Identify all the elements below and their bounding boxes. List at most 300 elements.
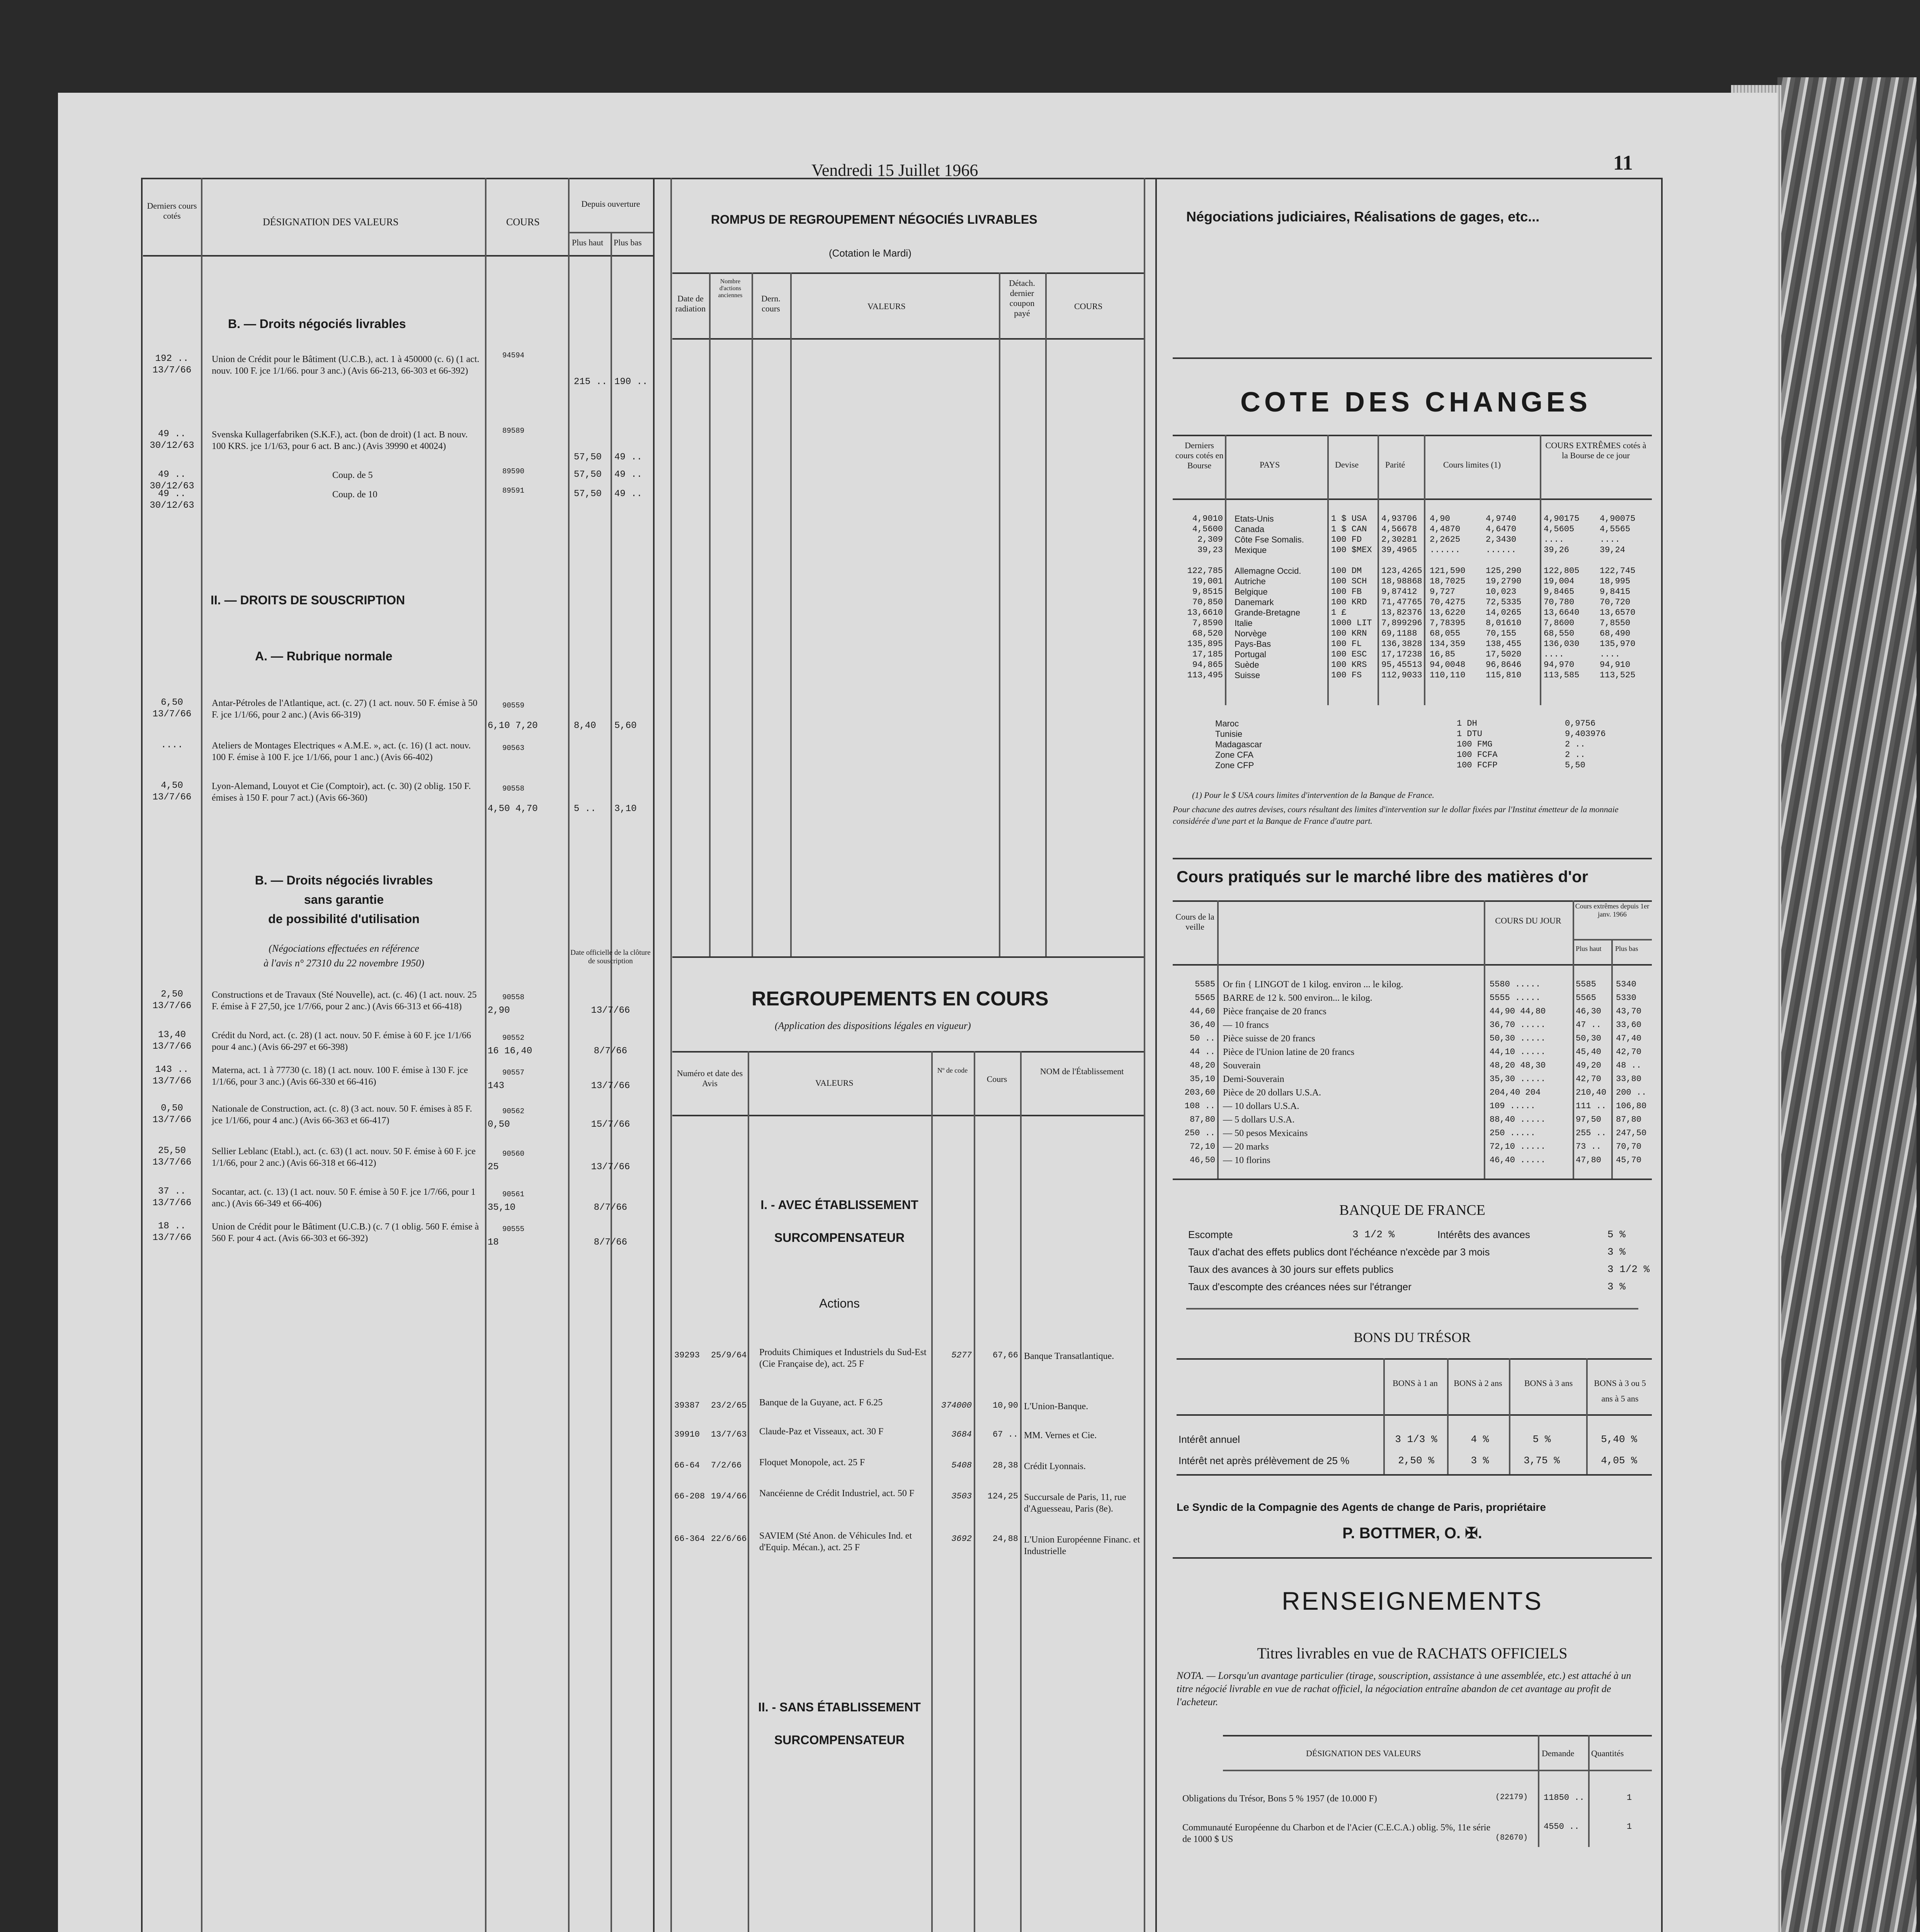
row-code: 90561 [502, 1190, 525, 1199]
changes-ext1: 113,585 [1544, 670, 1580, 680]
syndic-line: Le Syndic de la Compagnie des Agents de change de Paris, propriétaire [1177, 1501, 1546, 1513]
changes-devise: 1000 LIT [1331, 618, 1372, 628]
or-bas: 48 .. [1616, 1061, 1642, 1070]
or-veille: 5565 [1195, 993, 1215, 1003]
changes-ext1: 68,550 [1544, 629, 1575, 638]
row-cloture: 8/7/66 [594, 1202, 628, 1213]
changes-ext1: 9,8465 [1544, 587, 1575, 597]
changes-ext2: 94,910 [1600, 660, 1631, 670]
or-bas: 43,70 [1616, 1007, 1642, 1016]
row-text: Socantar, act. (c. 13) (1 act. nouv. 50 F. émise à 50 F. jce 1/7/66, pour 1 anc.) (Avis 66-349 et 66-406) [212, 1187, 476, 1209]
or-veille: 35,10 [1189, 1074, 1215, 1084]
row-code: 90563 [502, 744, 525, 752]
rens-col-line [1538, 1735, 1539, 1847]
changes-lim2: 96,8646 [1486, 660, 1522, 670]
row-dern: 49 .. [158, 429, 186, 439]
bdf-label: Escompte [1188, 1229, 1233, 1240]
changes-ext1: 39,26 [1544, 545, 1570, 555]
bons-table-head [1177, 1414, 1652, 1416]
regroup-valeur: Nancéienne de Crédit Industriel, act. 50 F [759, 1488, 915, 1498]
changes-lim2: ...... [1486, 545, 1517, 555]
row-code: 90552 [502, 1034, 525, 1042]
or-col-line [1611, 939, 1613, 1179]
changes-dern: 68,520 [1192, 629, 1223, 638]
row-text: Constructions et de Travaux (Sté Nouvelle), act. (c. 46) (1 act. nouv. 25 F. émise à F 27,50, jce 1/7/66, pour 2 anc.) (Avis 66-313 et 66-418) [212, 990, 477, 1012]
changes-lim1: 16,85 [1430, 650, 1456, 659]
row-code: 90559 [502, 701, 525, 710]
changes-dern: 122,785 [1187, 566, 1223, 576]
or-top-rule [1173, 858, 1652, 859]
bons-value: 3 % [1471, 1455, 1489, 1466]
or-jour: 35,30 ..... [1490, 1074, 1546, 1084]
bons-col-line [1586, 1358, 1588, 1474]
row-dern: 0,50 [161, 1103, 183, 1114]
row-cloture: 8/7/66 [594, 1237, 628, 1248]
regroup-valeur: Banque de la Guyane, act. F 6.25 [759, 1398, 883, 1408]
row-text: Materna, act. 1 à 77730 (c. 18) (1 act. nouv. 100 F. émise à 130 F. jce 1/1/66, pour 3 anc.) (Avis 66-330 et 66-416) [212, 1065, 468, 1087]
changes-dern: 19,001 [1192, 577, 1223, 586]
changes-parite: 7,899296 [1381, 618, 1422, 628]
row-code: 89589 [502, 427, 525, 435]
or-haut: 47 .. [1576, 1020, 1602, 1030]
or-jour: 48,20 48,30 [1490, 1061, 1546, 1070]
bdf-label-2: Intérêts des avances [1437, 1229, 1530, 1240]
changes-ext1: 136,030 [1544, 639, 1580, 649]
regroup-col-line [974, 1051, 975, 1932]
changes-parite: 39,4965 [1381, 545, 1417, 555]
changes-other-pays: Zone CFA [1215, 750, 1254, 760]
changes-note-2: Pour chacune des autres devises, cours résultant des limites d'intervention sur le dollar fixées par l'Institut émetteur de la monnaie considérée d'une part et la Banque de France d'autre part. [1173, 804, 1619, 826]
or-veille: 203,60 [1184, 1088, 1215, 1097]
row-cours: 35,10 [488, 1202, 516, 1213]
or-veille: 250 .. [1184, 1128, 1215, 1138]
changes-ext2: .... [1600, 535, 1620, 544]
row-bas: 49 .. [614, 469, 643, 480]
changes-parite: 17,17238 [1381, 650, 1422, 659]
changes-col-devise: Devise [1335, 460, 1359, 469]
col-header-derniers: Derniers cours cotés [147, 201, 197, 221]
regroup-sec1-line1: I. - AVEC ÉTABLISSEMENT [760, 1198, 918, 1212]
or-haut: 73 .. [1576, 1142, 1602, 1151]
changes-pays: Italie [1235, 618, 1253, 628]
or-veille: 46,50 [1189, 1155, 1215, 1165]
regroup-col-cours: Cours [986, 1074, 1007, 1084]
changes-lim1: 4,90 [1430, 514, 1450, 524]
rompus-col-nombre: Nombre d'actions anciennes [718, 278, 743, 299]
changes-col-extremes: COURS EXTRÊMES cotés à la Bourse de ce jour [1545, 440, 1646, 460]
changes-lim1: 134,359 [1430, 639, 1466, 649]
changes-ext2: 113,525 [1600, 670, 1636, 680]
rompus-col-line [790, 272, 792, 956]
or-designation: Or fin { LINGOT de 1 kilog. environ ... le kilog. [1223, 980, 1403, 990]
row-bas: 49 .. [614, 452, 643, 463]
changes-pays: Pays-Bas [1235, 639, 1271, 649]
or-designation: BARRE de 12 k. 500 environ... le kilog. [1223, 993, 1372, 1003]
row-code: 90558 [502, 784, 525, 793]
regroup-num: 39387 [674, 1401, 700, 1410]
date-cloture-header: Date officielle de la clôture de souscription [570, 949, 651, 965]
regroup-cours: 28,38 [992, 1461, 1018, 1470]
changes-col-line [1540, 435, 1541, 705]
row-dern: 192 .. [155, 354, 189, 364]
or-jour: 44,90 44,80 [1490, 1007, 1546, 1016]
changes-ext1: .... [1544, 535, 1564, 544]
row-text: Coup. de 5 [332, 470, 373, 480]
changes-devise: 100 FB [1331, 587, 1362, 597]
regroup-date: 19/4/66 [711, 1492, 747, 1501]
changes-ext2: 122,745 [1600, 566, 1636, 576]
or-haut: 111 .. [1576, 1101, 1607, 1111]
bons-value: 3 1/3 % [1395, 1434, 1437, 1445]
row-cloture: 13/7/66 [591, 1081, 630, 1091]
row-cours: 18 [488, 1237, 499, 1248]
or-veille: 44 .. [1189, 1047, 1215, 1057]
changes-other-pays: Zone CFP [1215, 760, 1254, 770]
rens-table-top [1223, 1735, 1652, 1736]
row-code: 90562 [502, 1107, 525, 1116]
row-bas: 3,10 [614, 804, 637, 814]
changes-ext2: 18,995 [1600, 577, 1631, 586]
changes-lim2: 125,290 [1486, 566, 1522, 576]
row-code: 94594 [502, 351, 525, 360]
row-haut: 8,40 [574, 721, 596, 731]
left-header-sub-rule [568, 232, 653, 233]
row-dern: 4,50 [161, 781, 183, 791]
row-date: 13/7/66 [152, 1233, 192, 1243]
changes-dern: 94,865 [1192, 660, 1223, 670]
col-header-plus-haut: Plus haut [572, 238, 604, 247]
rens-quantite: 1 [1627, 1822, 1632, 1832]
changes-ext2: 68,490 [1600, 629, 1631, 638]
or-col-ph: Plus haut [1576, 945, 1602, 952]
row-date: 13/7/66 [152, 709, 192, 719]
or-bas: 247,50 [1616, 1128, 1647, 1138]
row-haut: 215 .. [574, 377, 607, 387]
or-haut: 97,50 [1576, 1115, 1602, 1124]
or-jour: 88,40 ..... [1490, 1115, 1546, 1124]
bdf-title: BANQUE DE FRANCE [1339, 1202, 1485, 1218]
regroup-etab: L'Union-Banque. [1024, 1401, 1088, 1412]
bons-label: Intérêt net après prélèvement de 25 % [1179, 1455, 1350, 1466]
changes-lim1: 4,4870 [1430, 524, 1461, 534]
changes-col-parite: Parité [1385, 460, 1405, 469]
rens-col-quantites: Quantités [1591, 1748, 1624, 1758]
changes-other-devise: 1 DTU [1457, 729, 1483, 739]
or-title: Cours pratiqués sur le marché libre des matières d'or [1177, 867, 1588, 886]
or-col-line [1217, 900, 1219, 1179]
or-veille: 108 .. [1184, 1101, 1215, 1111]
row-cours: 16 16,40 [488, 1046, 532, 1056]
bdf-label: Taux d'escompte des créances nées sur l'étranger [1188, 1281, 1412, 1293]
rompus-col-line [709, 272, 711, 956]
or-designation: — 10 francs [1223, 1020, 1269, 1030]
book-spine [1777, 77, 1917, 1932]
changes-devise: 1 $ USA [1331, 514, 1367, 524]
regroup-cours: 24,88 [992, 1534, 1018, 1544]
changes-parite: 13,82376 [1381, 608, 1422, 617]
section-ii-title: II. — DROITS DE SOUSCRIPTION [211, 593, 405, 607]
rens-demande: 11850 .. [1544, 1793, 1585, 1803]
changes-pays: Etats-Unis [1235, 514, 1274, 524]
row-date: 13/7/66 [152, 1001, 192, 1011]
changes-other-val: 9,403976 [1565, 729, 1606, 739]
col-header-cours: COURS [506, 216, 540, 228]
row-dern: 143 .. [155, 1065, 189, 1075]
bons-col-3ans: BONS à 3 ans [1524, 1378, 1573, 1388]
changes-dern: 113,495 [1187, 670, 1223, 680]
changes-dern: 39,23 [1197, 545, 1223, 555]
regroup-date: 22/6/66 [711, 1534, 747, 1544]
bons-value: 5 % [1532, 1434, 1551, 1445]
changes-pays: Autriche [1235, 577, 1266, 586]
section-b2-title-3: de possibilité d'utilisation [268, 912, 420, 926]
changes-ext1: 122,805 [1544, 566, 1580, 576]
or-designation: Souverain [1223, 1061, 1261, 1071]
row-cours: 4,50 4,70 [488, 804, 538, 814]
or-veille: 48,20 [1189, 1061, 1215, 1070]
changes-ext1: 4,90175 [1544, 514, 1580, 524]
rompus-rule-head [672, 338, 1144, 340]
or-designation: — 20 marks [1223, 1142, 1269, 1152]
regroup-col-line [931, 1051, 933, 1932]
row-dern: 18 .. [158, 1221, 186, 1231]
row-dern: 25,50 [158, 1146, 186, 1156]
regroup-code: 5277 [951, 1350, 972, 1360]
row-bas: 5,60 [614, 721, 637, 731]
section-b-title: B. — Droits négociés livrables [228, 317, 406, 331]
changes-ext2: 7,8550 [1600, 618, 1631, 628]
regroup-code: 3503 [951, 1492, 972, 1501]
divider-mid-right [1155, 178, 1157, 1932]
bdf-value: 3 % [1607, 1246, 1626, 1258]
row-text: Sellier Leblanc (Etabl.), act. (c. 63) (1 act. nouv. 50 F. émise à 60 F. jce 1/1/66, pour 2 anc.) (Avis 66-318 et 66-412) [212, 1146, 476, 1168]
changes-pays: Mexique [1235, 545, 1267, 555]
left-col-line [201, 178, 202, 1932]
regroup-rule-head [672, 1115, 1144, 1116]
changes-parite: 123,4265 [1381, 566, 1422, 576]
changes-other-devise: 100 FMG [1457, 740, 1493, 749]
changes-devise: 100 FD [1331, 535, 1362, 544]
changes-col-line [1225, 435, 1226, 705]
mid-frame-right [1144, 178, 1145, 1932]
changes-ext2: 13,6570 [1600, 608, 1636, 617]
changes-ext1: 94,970 [1544, 660, 1575, 670]
mid-frame-left [670, 178, 672, 1932]
or-jour: 250 ..... [1490, 1128, 1536, 1138]
row-haut: 5 .. [574, 804, 596, 814]
row-date: 13/7/66 [152, 1115, 192, 1125]
changes-ext1: 4,5605 [1544, 524, 1575, 534]
or-designation: — 5 dollars U.S.A. [1223, 1115, 1295, 1125]
col-header-designation: DÉSIGNATION DES VALEURS [263, 216, 399, 228]
row-dern: 13,40 [158, 1030, 186, 1040]
row-date: 30/12/63 [150, 440, 194, 451]
row-cloture: 15/7/66 [591, 1119, 630, 1130]
changes-lim1: 13,6220 [1430, 608, 1466, 617]
section-b2-note-1: (Négociations effectuées en référence [269, 943, 419, 954]
row-cours: 6,10 7,20 [488, 721, 538, 731]
regroup-num: 66-208 [674, 1492, 705, 1501]
bdf-value: 3 1/2 % [1607, 1264, 1650, 1275]
or-bas: 33,60 [1616, 1020, 1642, 1030]
col-header-depuis: Depuis ouverture [581, 199, 640, 209]
rens-demande: 4550 .. [1544, 1822, 1580, 1832]
changes-other-pays: Madagascar [1215, 740, 1262, 749]
or-veille: 72,10 [1189, 1142, 1215, 1151]
row-code: 90557 [502, 1068, 525, 1077]
row-code: 89591 [502, 486, 525, 495]
regroup-date: 7/2/66 [711, 1461, 742, 1470]
rompus-title: ROMPUS DE REGROUPEMENT NÉGOCIÉS LIVRABLES [711, 213, 1037, 226]
changes-lim1: 2,2625 [1430, 535, 1461, 544]
row-date: 13/7/66 [152, 365, 192, 376]
changes-ext2: 70,720 [1600, 597, 1631, 607]
row-date: 13/7/66 [152, 1198, 192, 1208]
changes-dern: 4,9010 [1192, 514, 1223, 524]
regroup-cours: 67,66 [992, 1350, 1018, 1360]
or-designation: Pièce de l'Union latine de 20 francs [1223, 1047, 1355, 1057]
section-b2-note-2: à l'avis n° 27310 du 22 novembre 1950) [264, 957, 424, 969]
or-col-pb: Plus bas [1615, 945, 1638, 952]
or-designation: Pièce française de 20 francs [1223, 1007, 1326, 1017]
changes-ext1: .... [1544, 650, 1564, 659]
changes-pays: Allemagne Occid. [1235, 566, 1301, 576]
or-col-jour: COURS DU JOUR [1495, 916, 1561, 925]
bdf-value: 3 1/2 % [1352, 1229, 1395, 1240]
rompus-subtitle: (Cotation le Mardi) [829, 247, 912, 259]
changes-pays: Grande-Bretagne [1235, 608, 1300, 617]
changes-dern: 7,8590 [1192, 618, 1223, 628]
row-cloture: 13/7/66 [591, 1162, 630, 1172]
row-haut: 57,50 [574, 489, 602, 499]
or-jour: 72,10 ..... [1490, 1142, 1546, 1151]
changes-pays: Danemark [1235, 597, 1274, 607]
changes-dern: 9,8515 [1192, 587, 1223, 597]
bons-value: 2,50 % [1398, 1455, 1434, 1466]
row-haut: 57,50 [574, 469, 602, 480]
regroup-num: 66-64 [674, 1461, 700, 1470]
changes-dern: 135,895 [1187, 639, 1223, 649]
changes-parite: 4,93706 [1381, 514, 1417, 524]
changes-parite: 18,98868 [1381, 577, 1422, 586]
or-bas: 33,80 [1616, 1074, 1642, 1084]
changes-lim2: 19,2790 [1486, 577, 1522, 586]
regroup-num: 39293 [674, 1350, 700, 1360]
row-text: Svenska Kullagerfabriken (S.K.F.), act. (bon de droit) (1 act. B nouv. 100 KRS. jce 1/1/63, pour 6 act. B anc.) (Avis 39990 et 40024) [212, 430, 468, 451]
regroup-code: 374000 [941, 1401, 972, 1410]
changes-dern: 4,5600 [1192, 524, 1223, 534]
regroup-rule-top [672, 1051, 1144, 1053]
rompus-col-cours: COURS [1074, 301, 1103, 311]
changes-pays: Côte Fse Somalis. [1235, 535, 1304, 544]
or-jour: 109 ..... [1490, 1101, 1536, 1111]
row-cloture: 8/7/66 [594, 1046, 628, 1056]
row-code: 90555 [502, 1225, 525, 1233]
changes-lim1: 7,78395 [1430, 618, 1466, 628]
or-haut: 42,70 [1576, 1074, 1602, 1084]
rens-table-head [1223, 1770, 1652, 1771]
changes-col-line [1378, 435, 1379, 705]
changes-lim2: 8,01610 [1486, 618, 1522, 628]
rompus-col-date: Date de radiation [675, 294, 706, 313]
or-jour: 5555 ..... [1490, 993, 1541, 1003]
regroup-valeur: SAVIEM (Sté Anon. de Véhicules Ind. et d'Equip. Mécan.), act. 25 F [759, 1531, 912, 1553]
left-header-rule [143, 255, 653, 257]
changes-lim2: 70,155 [1486, 629, 1517, 638]
bdf-value-2: 5 % [1607, 1229, 1626, 1240]
changes-lim2: 4,6470 [1486, 524, 1517, 534]
rens-col-line [1588, 1735, 1590, 1847]
or-haut: 45,40 [1576, 1047, 1602, 1057]
bdf-value: 3 % [1607, 1281, 1626, 1293]
row-date: 13/7/66 [152, 1157, 192, 1168]
changes-lim2: 17,5020 [1486, 650, 1522, 659]
regroup-etab: Crédit Lyonnais. [1024, 1461, 1086, 1471]
row-date: 30/12/63 [150, 481, 194, 492]
regroup-valeur: Produits Chimiques et Industriels du Sud-Est (Cie Française de), act. 25 F [759, 1347, 927, 1369]
row-text: Ateliers de Montages Electriques « A.M.E. », act. (c. 16) (1 act. nouv. 100 F. émise à 100 F. jce 1/1/66, pour 1 anc.) (Avis 66-402) [212, 741, 471, 762]
regroup-title: REGROUPEMENTS EN COURS [752, 988, 1049, 1010]
regroup-code: 5408 [951, 1461, 972, 1470]
changes-pays: Suisse [1235, 670, 1260, 680]
changes-lim2: 14,0265 [1486, 608, 1522, 617]
bons-value: 4 % [1471, 1434, 1489, 1445]
changes-col-limites: Cours limites (1) [1443, 460, 1501, 469]
or-haut: 5565 [1576, 993, 1596, 1003]
changes-dern: 13,6610 [1187, 608, 1223, 617]
changes-lim2: 2,3430 [1486, 535, 1517, 544]
changes-parite: 9,87412 [1381, 587, 1417, 597]
or-bas: 45,70 [1616, 1155, 1642, 1165]
regroup-col-line [1020, 1051, 1022, 1932]
row-text: Coup. de 10 [332, 490, 378, 500]
changes-ext2: .... [1600, 650, 1620, 659]
changes-parite: 95,45513 [1381, 660, 1422, 670]
changes-table-top [1173, 435, 1652, 436]
regroup-num: 66-364 [674, 1534, 705, 1544]
row-cours: 0,50 [488, 1119, 510, 1130]
row-date: 13/7/66 [152, 792, 192, 803]
changes-ext2: 4,90075 [1600, 514, 1636, 524]
regroup-date: 25/9/64 [711, 1350, 747, 1360]
changes-ext2: 4,5565 [1600, 524, 1631, 534]
regroup-etab: L'Union Européenne Financ. et Industrielle [1024, 1535, 1140, 1556]
or-designation: Pièce de 20 dollars U.S.A. [1223, 1088, 1321, 1098]
page-number: 11 [1613, 151, 1633, 174]
changes-pays: Canada [1235, 524, 1265, 534]
bons-col-line [1509, 1358, 1510, 1474]
or-table-bottom [1173, 1179, 1652, 1180]
changes-devise: 100 $MEX [1331, 545, 1372, 555]
changes-other-pays: Maroc [1215, 719, 1239, 728]
row-date: 30/12/63 [150, 500, 194, 511]
changes-devise: 100 KRD [1331, 597, 1367, 607]
left-col-line [485, 178, 486, 1932]
row-text: Crédit du Nord, act. (c. 28) (1 act. nouv. 50 F. émise à 60 F. jce 1/1/66 pour 4 anc.) (Avis 66-297 et 66-398) [212, 1031, 471, 1052]
row-cloture: 13/7/66 [591, 1005, 630, 1016]
rompus-rule-top [672, 272, 1144, 274]
changes-pays: Norvège [1235, 629, 1267, 638]
col-header-plus-bas: Plus bas [614, 238, 642, 247]
regroup-date: 13/7/63 [711, 1430, 747, 1439]
section-b2-title-2: sans garantie [304, 893, 384, 906]
changes-lim1: 18,7025 [1430, 577, 1466, 586]
changes-devise: 100 DM [1331, 566, 1362, 576]
or-bas: 47,40 [1616, 1034, 1642, 1043]
row-text: Union de Crédit pour le Bâtiment (U.C.B.), act. 1 à 450000 (c. 6) (1 act. nouv. 100 F. jce 1/1/66. pour 3 anc.) (Avis 66-213, 66-303 et 66-392) [212, 354, 480, 376]
regroup-col-numero: Numéro et date des Avis [677, 1068, 743, 1088]
bdf-label: Taux des avances à 30 jours sur effets publics [1188, 1264, 1394, 1275]
